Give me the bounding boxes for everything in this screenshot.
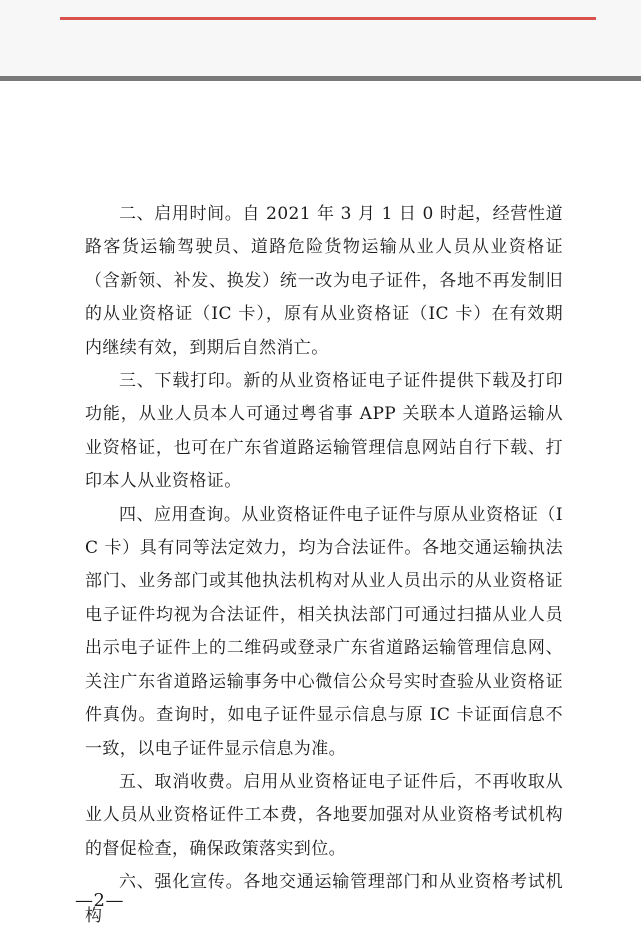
document-body — [85, 198, 563, 933]
page-number: —2— — [75, 890, 124, 911]
previous-page-strip — [0, 0, 641, 77]
paragraph-download-print: 三、下载打印。新的从业资格证电子证件提供下载及打印功能，从业人员本人可通过粤省事 APP 关联本人道路运输从业资格证，也可在广东省道路运输管理信息网站自行下载、打印本人从业资格证。 — [85, 371, 563, 492]
paragraph-activation-time: 二、启用时间。自 2021 年 3 月 1 日 0 时起，经营性道路客货运输驾驶员、道路危险货物运输从业人员从业资格证（含新领、补发、换发）统一改为电子证件，各地不再发制旧的从业资格证（IC 卡），原有从业资格证（IC 卡）在有效期内继续有效，到期后自然消亡。 — [85, 204, 563, 358]
header-red-rule — [60, 17, 596, 20]
paragraph-publicity: 六、强化宣传。各地交通运输管理部门和从业资格考试机构 — [85, 872, 563, 926]
paragraph-cancel-fees: 五、取消收费。启用从业资格证电子证件后，不再收取从业人员从业资格证件工本费，各地要加强对从业资格考试机构的督促检查，确保政策落实到位。 — [85, 771, 563, 859]
paragraph-query-usage: 四、应用查询。从业资格证件电子证件与原从业资格证（IC 卡）具有同等法定效力，均为合法证件。各地交通运输执法部门、业务部门或其他执法机构对从业人员出示的从业资格证电子证件均视为合法证件，相关执法部门可通过扫描从业人员出示电子证件上的二维码或登录广东省道路运输管理信息网、关注广东省道路运输事务中心微信公众号实时查验从业资格证件真伪。查询时，如电子证件显示信息与原 IC 卡证面信息不一致，以电子证件显示信息为准。 — [85, 504, 563, 759]
page-separator — [0, 76, 641, 81]
